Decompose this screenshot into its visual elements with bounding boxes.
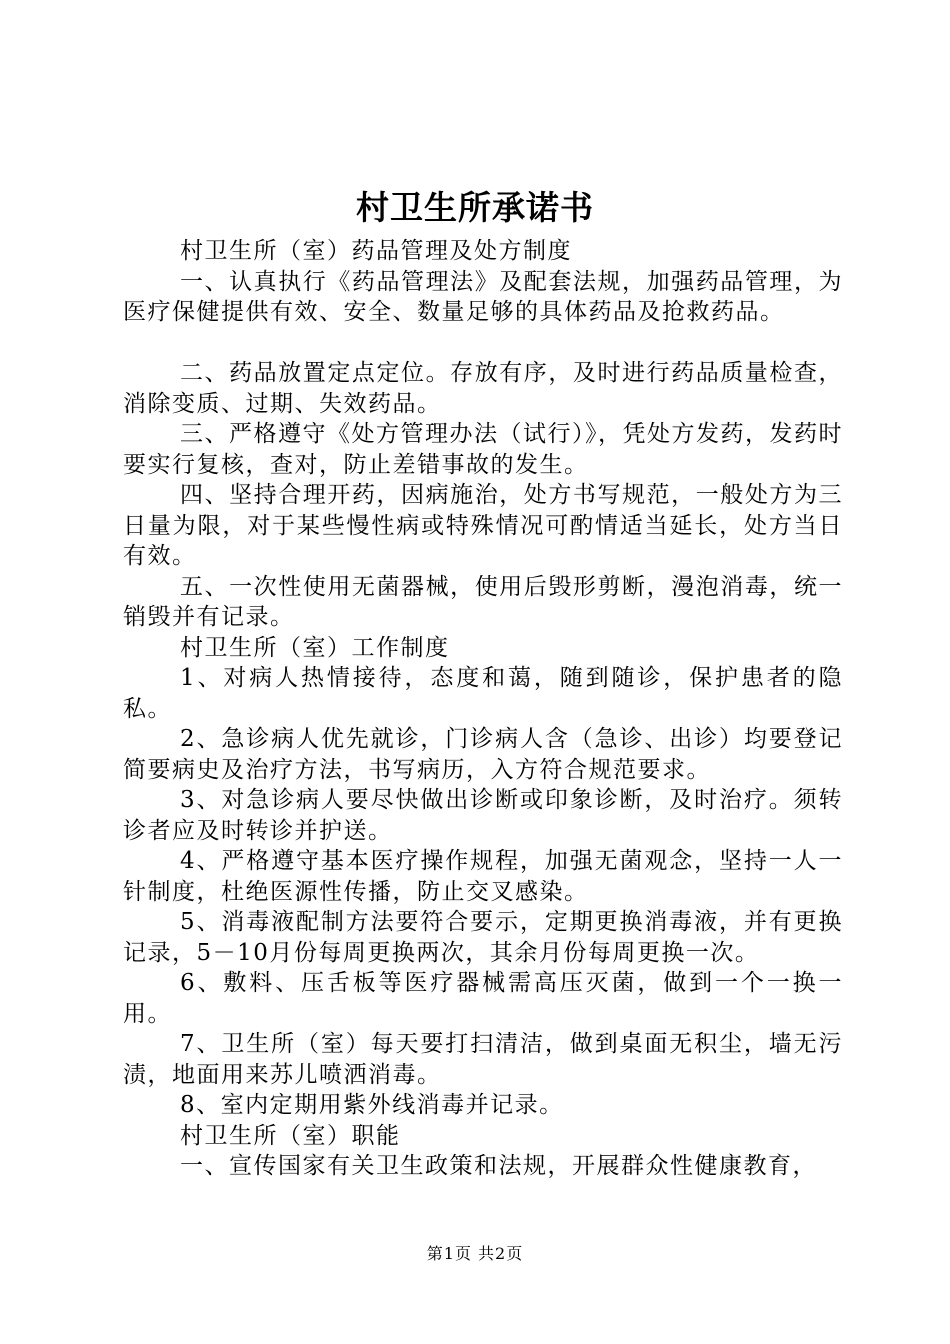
paragraph: 二、药品放置定点定位。存放有序，及时进行药品质量检查，消除变质、过期、失效药品。 [123, 360, 843, 417]
paragraph: 6、敷料、压舌板等医疗器械需高压灭菌，做到一个一换一用。 [123, 970, 843, 1027]
paragraph: 一、宣传国家有关卫生政策和法规，开展群众性健康教育， [180, 1153, 817, 1179]
document-body [123, 236, 843, 1182]
document-title: 村卫生所承诺书 [356, 188, 594, 227]
paragraph: 5、消毒液配制方法要符合要示，定期更换消毒液，并有更换记录，5－10月份每周更换两次，其余月份每周更换一次。 [123, 909, 843, 966]
blank-line [123, 328, 843, 359]
section-heading-drug-management: 村卫生所（室）药品管理及处方制度 [180, 238, 572, 264]
paragraph: 2、急诊病人优先就诊，门诊病人含（急诊、出诊）均要登记简要病史及治疗方法，书写病历，入方符合规范要求。 [123, 726, 843, 783]
paragraph: 三、严格遵守《处方管理办法（试行）》，凭处方发药，发药时要实行复核，查对，防止差错事故的发生。 [123, 421, 843, 478]
paragraph: 4、严格遵守基本医疗操作规程，加强无菌观念，坚持一人一针制度，杜绝医源性传播，防止交叉感染。 [123, 848, 843, 905]
paragraph: 7、卫生所（室）每天要打扫清洁，做到桌面无积尘，墙无污渍，地面用来苏儿喷洒消毒。 [123, 1031, 843, 1088]
paragraph: 3、对急诊病人要尽快做出诊断或印象诊断，及时治疗。须转诊者应及时转诊并护送。 [123, 787, 843, 844]
paragraph: 一、认真执行《药品管理法》及配套法规，加强药品管理，为医疗保健提供有效、安全、数量足够的具体药品及抢救药品。 [123, 268, 843, 325]
paragraph: 四、坚持合理开药，因病施治，处方书写规范，一般处方为三日量为限，对于某些慢性病或特殊情况可酌情适当延长，处方当日有效。 [123, 482, 843, 569]
section-heading-functions: 村卫生所（室）职能 [180, 1122, 401, 1149]
page-footer: 第1页 共2页 [426, 1244, 524, 1263]
paragraph: 五、一次性使用无菌器械，使用后毁形剪断，漫泡消毒，统一销毁并有记录。 [123, 573, 843, 630]
paragraph: 1、对病人热情接待，态度和蔼，随到随诊，保护患者的隐私。 [123, 665, 843, 722]
paragraph: 8、室内定期用紫外线消毒并记录。 [180, 1092, 564, 1118]
section-heading-work-rules: 村卫生所（室）工作制度 [180, 634, 450, 661]
